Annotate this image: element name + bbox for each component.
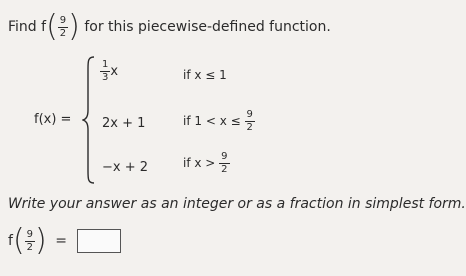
case-1-coefficient: $\frac{1}{3}$ xyxy=(102,59,109,83)
equals-sign: = xyxy=(55,233,67,249)
case-1-condition: if x ≤ 1 xyxy=(183,68,227,82)
function-lhs: f(x) = xyxy=(34,112,72,127)
instructions: Write your answer as an integer or as a fraction in simplest form. xyxy=(8,196,466,212)
case-2-bound-fraction: $\frac{9}{2}$ xyxy=(246,109,253,133)
answer-function-name: f xyxy=(8,233,13,249)
case-3-bound-fraction: $\frac{9}{2}$ xyxy=(221,151,228,175)
function-name: f xyxy=(41,19,47,35)
answer-line xyxy=(8,223,121,258)
arg-numerator: 9 xyxy=(59,14,67,26)
question-line xyxy=(8,9,331,44)
right-paren: ) xyxy=(68,9,80,44)
left-brace xyxy=(82,55,96,185)
find-label: Find xyxy=(8,19,37,35)
answer-right-paren: ) xyxy=(35,223,47,258)
case-2-expression: 2x + 1 xyxy=(102,116,146,131)
argument-fraction xyxy=(58,16,68,39)
answer-argument-fraction: $\frac{9}{2}$ xyxy=(26,228,34,253)
case-1-expression: $\frac{1}{3}$ x xyxy=(102,59,119,83)
left-paren: ( xyxy=(46,9,58,44)
question-suffix: for this piecewise-defined function. xyxy=(84,19,331,35)
answer-input[interactable] xyxy=(77,229,121,253)
case-3-expression: −x + 2 xyxy=(102,160,149,175)
case-2-condition: if 1 < x ≤ $\frac{9}{2}$ xyxy=(183,109,253,133)
case-3-condition: if x > $\frac{9}{2}$ xyxy=(183,151,228,175)
arg-denominator: 2 xyxy=(59,27,67,39)
answer-left-paren: ( xyxy=(12,223,25,258)
